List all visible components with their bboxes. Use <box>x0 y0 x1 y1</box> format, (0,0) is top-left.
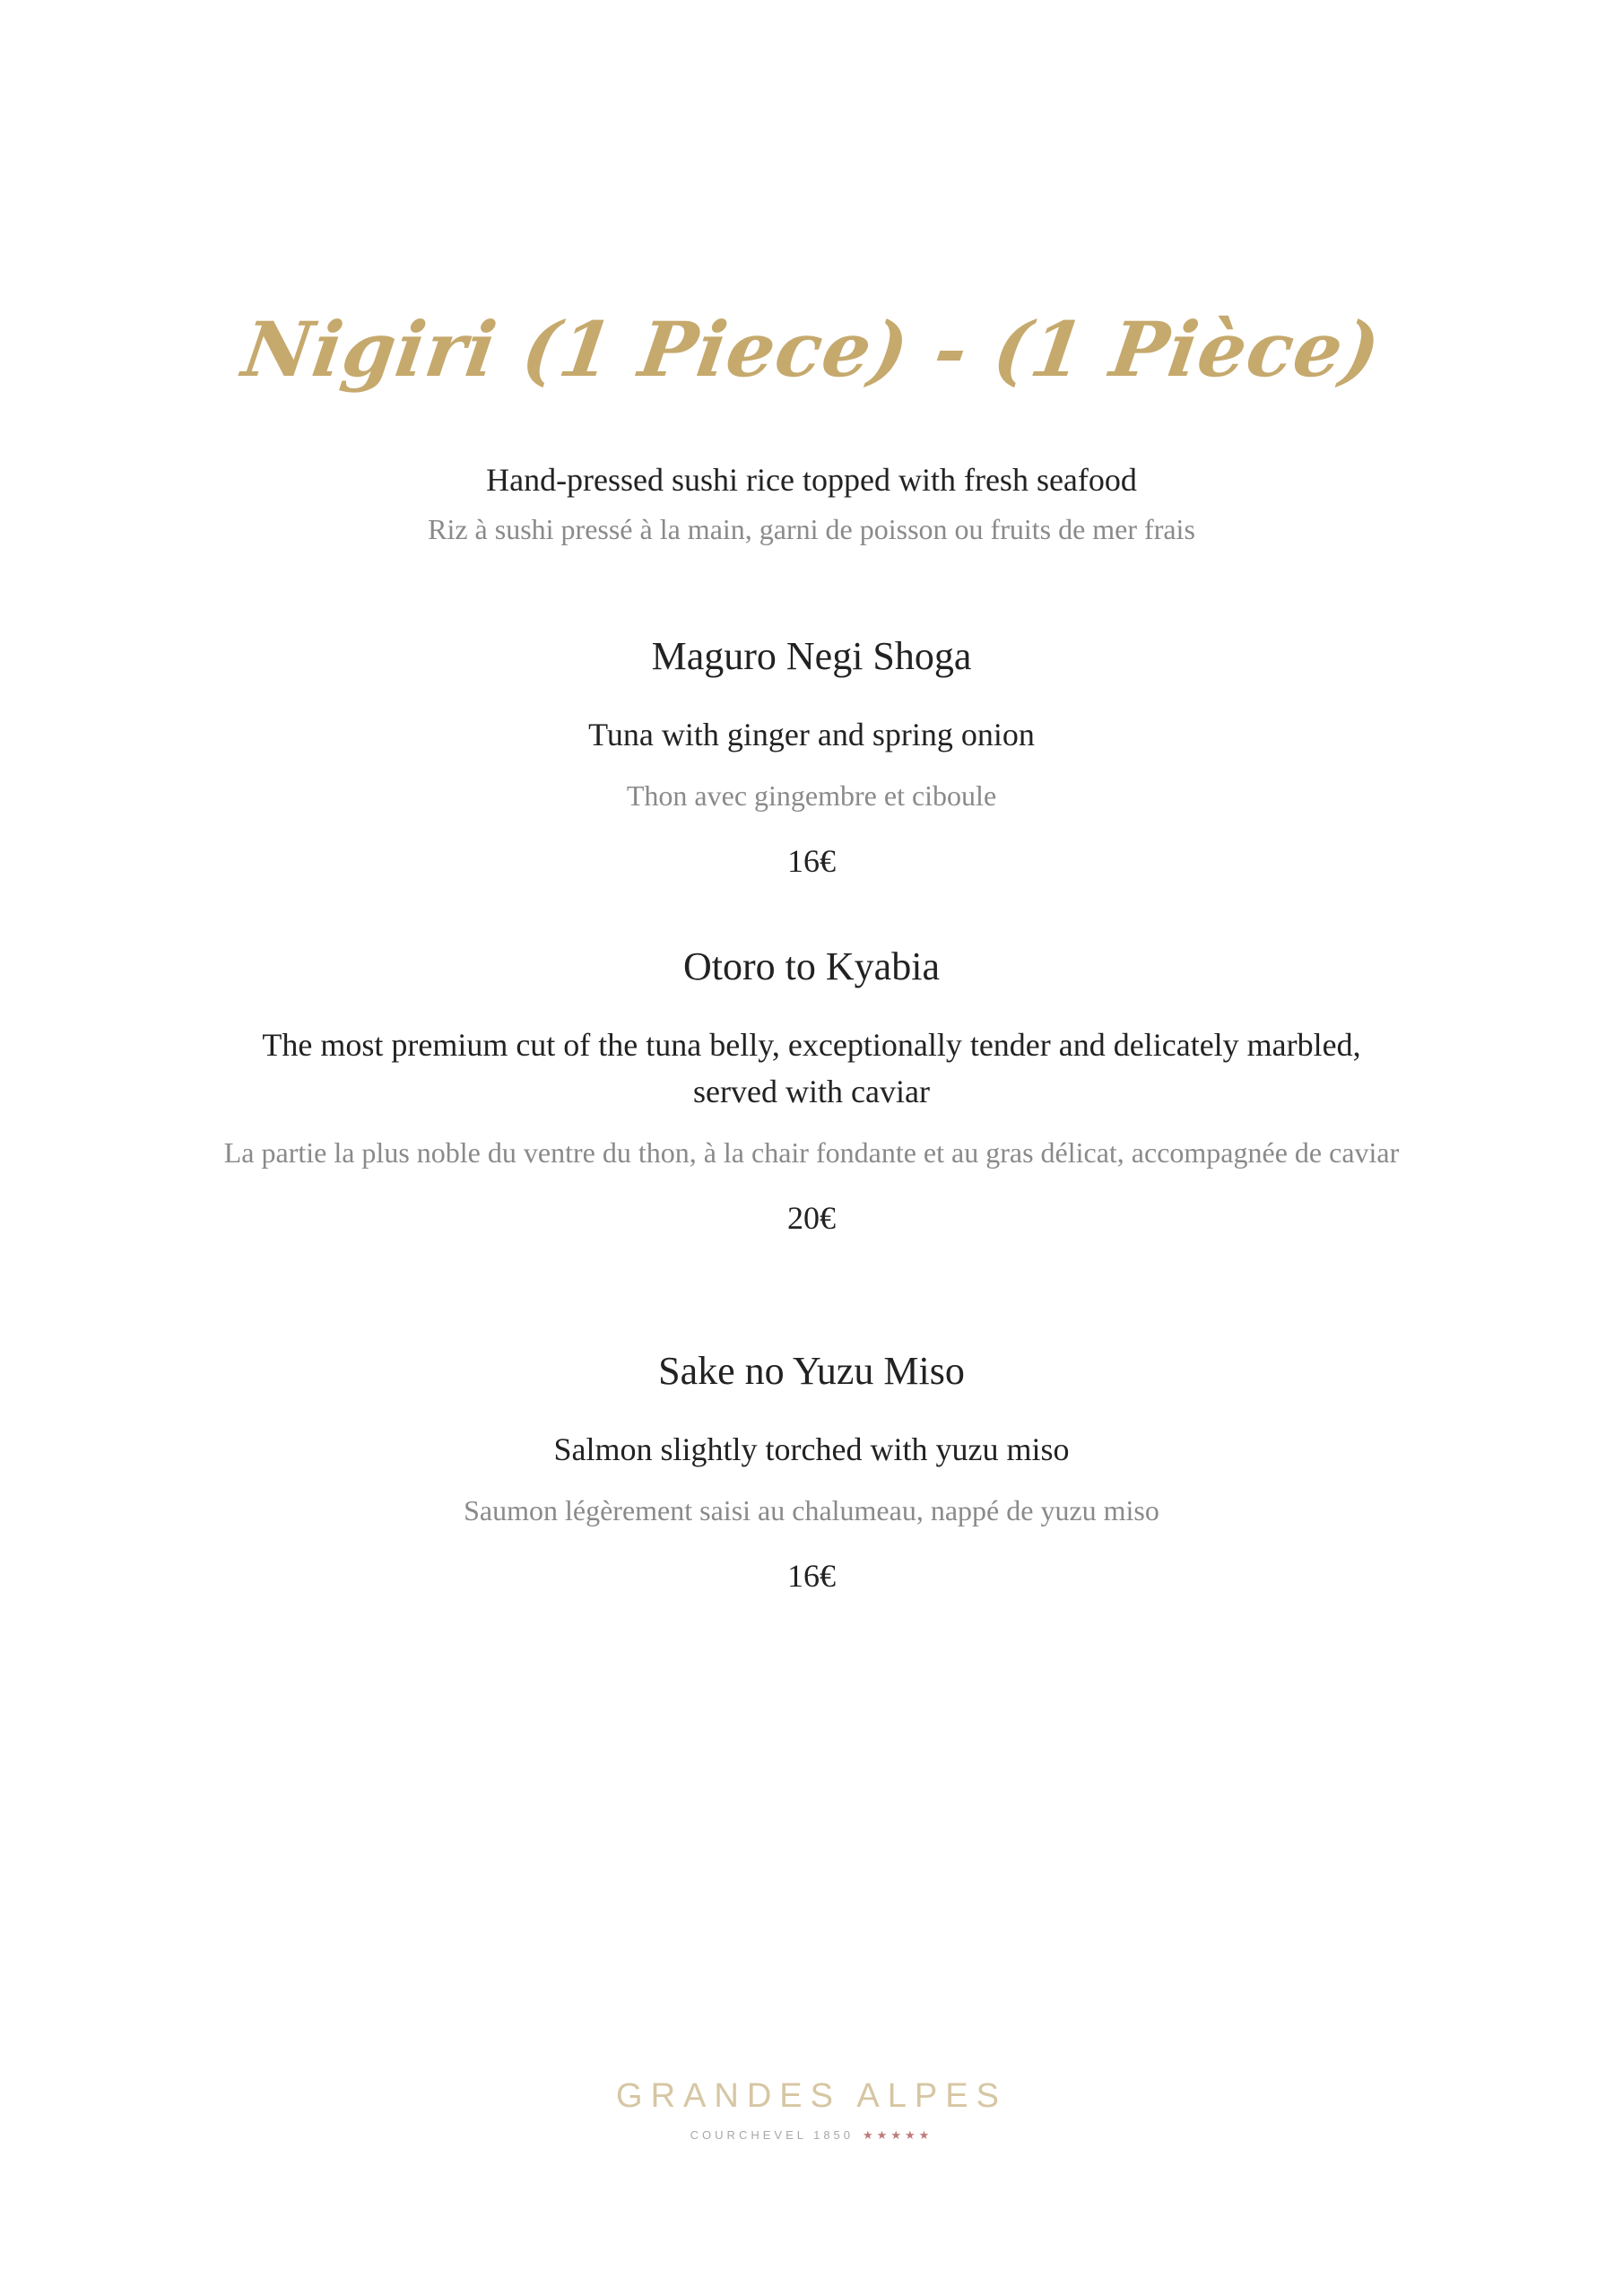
menu-item-price: 20€ <box>787 1200 836 1237</box>
star-rating-icon: ★★★★★ <box>863 2128 933 2142</box>
section-subtitle-en: Hand-pressed sushi rice topped with fresh seafood <box>486 462 1137 498</box>
menu-item-price: 16€ <box>787 842 836 879</box>
menu-item-price: 16€ <box>787 1557 836 1594</box>
section-title: Nigiri (1 Piece) - (1 Pièce) <box>237 305 1386 394</box>
menu-item-description-en: The most premium cut of the tuna belly, exceptionally tender and delicately marbled, served with caviar <box>262 1026 1361 1109</box>
logo-location: COURCHEVEL 1850 <box>690 2128 855 2142</box>
logo-brand-name: GRANDES ALPES <box>616 2077 1007 2115</box>
menu-item-description-fr: Saumon légèrement saisi au chalumeau, nappé de yuzu miso <box>464 1493 1159 1526</box>
menu-item <box>0 944 1623 1238</box>
menu-item <box>0 633 1623 881</box>
section-subtitle-fr: Riz à sushi pressé à la main, garni de poisson ou fruits de mer frais <box>428 513 1195 545</box>
menu-item-description-en: Tuna with ginger and spring onion <box>588 716 1035 752</box>
menu-item-description-en: Salmon slightly torched with yuzu miso <box>553 1431 1070 1467</box>
logo-tagline <box>0 2129 1623 2141</box>
menu-item-description-fr: La partie la plus noble du ventre du thon, à la chair fondante et au gras délicat, accompagnée de caviar <box>223 1136 1400 1170</box>
menu-item-name: Maguro Negi Shoga <box>651 634 972 678</box>
menu-item <box>0 1348 1623 1596</box>
hotel-logo <box>0 2079 1623 2141</box>
menu-item-name: Sake no Yuzu Miso <box>658 1349 965 1393</box>
menu-item-description-fr: Thon avec gingembre et ciboule <box>626 778 997 812</box>
menu-item-name: Otoro to Kyabia <box>683 944 940 988</box>
